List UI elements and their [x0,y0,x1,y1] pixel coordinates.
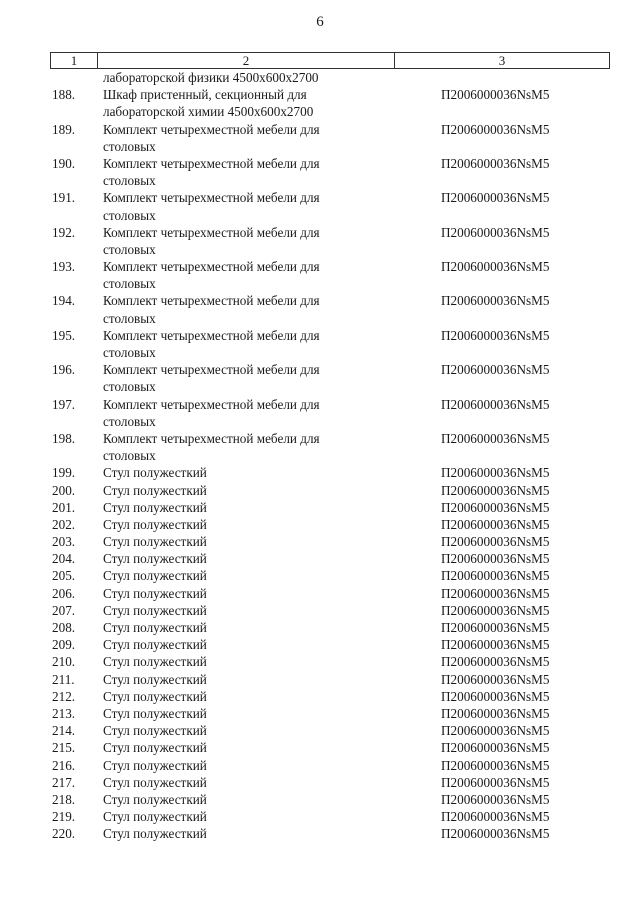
list-item [0,516,640,533]
item-code: П2006000036NsM5 [441,620,550,635]
list-item [0,808,640,825]
item-name-line: Стул полужесткий [103,723,207,739]
item-name [103,671,393,688]
item-name [103,774,393,791]
item-name-line: столовых [103,138,156,154]
item-name-line: Комплект четырехместной мебели для [103,327,320,343]
item-name [103,653,393,670]
item-name [103,516,393,533]
item-number: 202. [52,516,76,532]
list-item [0,464,640,481]
item-name [103,86,393,120]
item-code: П2006000036NsM5 [441,791,550,807]
item-name [103,602,393,619]
list-item [0,825,640,842]
item-name [103,499,393,516]
item-number: 198. [52,430,76,446]
item-code: П2006000036NsM5 [441,585,550,601]
item-number: 196. [52,362,76,378]
item-number: 214. [52,723,76,739]
item-code: П2006000036NsM5 [441,688,550,704]
item-name-line: столовых [103,345,156,360]
item-code: П2006000036NsM5 [441,190,550,206]
item-number: 206. [52,585,76,601]
list-item [0,705,640,722]
item-code: П2006000036NsM5 [441,809,550,825]
list-item [0,757,640,774]
item-name [103,825,393,842]
item-code: П2006000036NsM5 [441,327,550,343]
item-code: П2006000036NsM5 [441,740,550,756]
item-name-line: Стул полужесткий [103,534,207,550]
item-name-line: Комплект четырехместной мебели для [103,121,320,137]
item-code: П2006000036NsM5 [441,87,550,103]
item-code: П2006000036NsM5 [441,654,550,670]
item-number: 216. [52,757,76,773]
item-number: 205. [52,568,76,584]
item-name [103,189,393,223]
item-name-line: столовых [103,413,156,429]
item-name-line: Стул полужесткий [103,620,207,635]
item-name [103,636,393,653]
item-name [103,292,393,326]
list-item [0,189,640,223]
item-name [103,567,393,584]
item-number: 200. [52,482,76,498]
item-name [103,155,393,189]
items-list [0,69,640,842]
item-code: П2006000036NsM5 [441,774,550,790]
list-item [0,722,640,739]
item-name-line: столовых [103,173,156,189]
item-number: 207. [52,602,76,618]
item-number: 191. [52,190,76,206]
list-item [0,653,640,670]
item-number: 194. [52,293,76,309]
item-name-line: Комплект четырехместной мебели для [103,259,320,275]
item-code: П2006000036NsM5 [441,293,550,309]
item-code: П2006000036NsM5 [441,723,550,739]
item-name-line: Комплект четырехместной мебели для [103,396,320,412]
list-item [0,550,640,567]
item-name-line: Комплект четырехместной мебели для [103,155,320,171]
page-number: 6 [316,14,324,30]
list-item [0,602,640,619]
item-code: П2006000036NsM5 [441,568,550,584]
item-code: П2006000036NsM5 [441,482,550,498]
list-item [0,533,640,550]
item-name [103,482,393,499]
list-item [0,585,640,602]
item-name-line: столовых [103,310,156,326]
item-name-line: Стул полужесткий [103,671,207,687]
item-number: 219. [52,809,76,825]
item-code: П2006000036NsM5 [441,155,550,171]
list-item [0,619,640,636]
item-code: П2006000036NsM5 [441,757,550,773]
item-name [103,361,393,395]
item-name-line: Комплект четырехместной мебели для [103,362,320,378]
item-name-line: Стул полужесткий [103,465,207,481]
item-code: П2006000036NsM5 [441,362,550,378]
item-name-line: Стул полужесткий [103,740,207,756]
item-code: П2006000036NsM5 [441,602,550,618]
item-number: 213. [52,705,76,721]
item-number: 190. [52,155,76,171]
list-item [0,292,640,326]
item-code: П2006000036NsM5 [441,534,550,550]
column-header-table [50,52,610,69]
list-item [0,155,640,189]
item-name-line: столовых [103,448,156,464]
item-code: П2006000036NsM5 [441,826,550,842]
item-number: 212. [52,688,76,704]
continuation-text: лабораторской физики 4500х600х2700 [103,70,319,85]
item-code: П2006000036NsM5 [441,516,550,532]
item-name [103,396,393,430]
item-name-line: Стул полужесткий [103,688,207,704]
item-name-line: Стул полужесткий [103,516,207,532]
column-header-1: 1 [51,53,98,69]
list-item [0,121,640,155]
item-number: 204. [52,551,76,567]
item-name-line: Стул полужесткий [103,705,207,721]
item-name-line: Стул полужесткий [103,499,207,515]
item-name-line: Стул полужесткий [103,568,207,584]
item-number: 210. [52,654,76,670]
item-name-line: Стул полужесткий [103,654,207,670]
item-name-line: Стул полужесткий [103,809,207,825]
continuation-row [0,69,640,86]
list-item [0,224,640,258]
item-name-line: Стул полужесткий [103,757,207,773]
item-name [103,791,393,808]
column-header-2: 2 [98,53,395,69]
item-name [103,533,393,550]
item-number: 208. [52,620,76,635]
list-item [0,499,640,516]
item-number: 192. [52,224,76,240]
item-number: 188. [52,87,76,103]
item-number: 215. [52,740,76,756]
item-number: 193. [52,259,76,275]
list-item [0,567,640,584]
list-item [0,636,640,653]
item-code: П2006000036NsM5 [441,671,550,687]
item-name [103,550,393,567]
item-code: П2006000036NsM5 [441,259,550,275]
item-code: П2006000036NsM5 [441,465,550,481]
item-name-line: Стул полужесткий [103,482,207,498]
list-item [0,671,640,688]
item-code: П2006000036NsM5 [441,499,550,515]
list-item [0,396,640,430]
item-name [103,224,393,258]
item-name [103,757,393,774]
item-code: П2006000036NsM5 [441,637,550,653]
item-code: П2006000036NsM5 [441,705,550,721]
item-name-line: Комплект четырехместной мебели для [103,430,320,446]
item-name [103,705,393,722]
item-name [103,585,393,602]
item-name [103,258,393,292]
item-name-line: лабораторской химии 4500х600х2700 [103,104,314,120]
item-code: П2006000036NsM5 [441,430,550,446]
item-name [103,808,393,825]
item-name [103,688,393,705]
item-name-line: Комплект четырехместной мебели для [103,224,320,240]
item-name [103,430,393,464]
list-item [0,791,640,808]
list-item [0,739,640,756]
item-name-line: Стул полужесткий [103,551,207,567]
item-number: 199. [52,465,76,481]
item-name-line: Стул полужесткий [103,602,207,618]
item-number: 197. [52,396,76,412]
list-item [0,688,640,705]
list-item [0,430,640,464]
item-name-line: столовых [103,276,156,292]
item-name-line: Шкаф пристенный, секционный для [103,87,307,103]
column-header-3: 3 [395,53,610,69]
item-code: П2006000036NsM5 [441,396,550,412]
list-item [0,774,640,791]
item-name-line: Комплект четырехместной мебели для [103,293,320,309]
item-number: 217. [52,774,76,790]
item-name [103,327,393,361]
item-name-line: столовых [103,379,156,395]
list-item [0,86,640,120]
item-name [103,121,393,155]
item-name [103,722,393,739]
list-item [0,361,640,395]
item-number: 189. [52,121,76,137]
item-name-line: Стул полужесткий [103,774,207,790]
item-name [103,619,393,636]
item-code: П2006000036NsM5 [441,121,550,137]
item-name-line: Стул полужесткий [103,585,207,601]
item-name-line: Стул полужесткий [103,637,207,653]
item-name-line: столовых [103,207,156,223]
item-number: 209. [52,637,76,653]
item-name [103,464,393,481]
item-number: 220. [52,826,76,842]
item-name-line: Комплект четырехместной мебели для [103,190,320,206]
item-number: 218. [52,791,76,807]
item-code: П2006000036NsM5 [441,224,550,240]
item-number: 211. [52,671,75,687]
item-name [103,739,393,756]
item-name-line: Стул полужесткий [103,826,207,842]
item-number: 201. [52,499,76,515]
item-name-line: столовых [103,241,156,257]
list-item [0,258,640,292]
list-item [0,482,640,499]
item-number: 203. [52,534,76,550]
item-name-line: Стул полужесткий [103,791,207,807]
list-item [0,327,640,361]
item-code: П2006000036NsM5 [441,551,550,567]
item-number: 195. [52,327,76,343]
